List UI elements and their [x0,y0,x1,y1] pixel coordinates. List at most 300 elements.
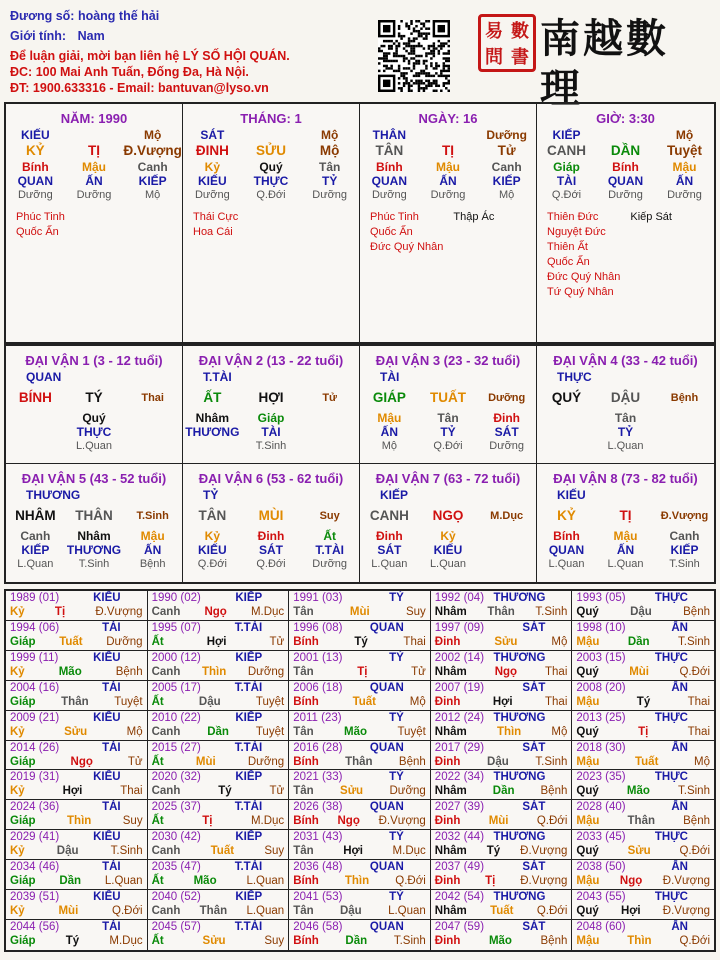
year-pillar-row [572,784,714,798]
dai-van-hidden-ten-god: QUAN [548,543,585,557]
year-label: 2009 (21) [10,711,60,724]
year-ten-god: KIẾU [93,711,121,724]
dai-van-hidden: Quý [82,411,106,425]
year-stage: Suy [264,935,285,948]
dai-van-hidden-row [537,411,714,425]
year-head-row [6,800,147,814]
year-label: 2016 (28) [293,741,343,754]
year-stem: Kỷ [10,785,25,798]
year-branch: Tuất [490,905,514,918]
year-label: 2043 (55) [576,891,626,904]
year-branch: Dần [345,935,368,948]
year-head-row [148,711,289,725]
year-label: 2006 (18) [293,681,343,694]
year-branch: Ngọ [204,606,227,618]
year-ten-god: SÁT [522,741,546,754]
dai-van-hidden: Giáp [257,411,285,425]
pillar-stem-branch: DẦN [610,143,641,158]
contact-note: Để luận giải, mời bạn liên hệ LÝ SỐ HỘI QUÁN. [10,49,290,63]
dai-van-hidden-stage: Dưỡng [489,440,525,452]
year-ten-god: SÁT [522,861,546,874]
dai-van-pillar-row [6,389,182,407]
year-ten-god: THƯƠNG [493,771,546,784]
year-stem: Tân [293,785,314,798]
year-pillar-row [148,874,289,888]
star-item: Thái Cực [193,211,239,223]
year-branch: Sửu [627,845,651,858]
year-stem: Bính [293,635,319,648]
year-stem: Bính [293,875,319,888]
year-stem: Quý [576,845,599,858]
year-stage: Q.Đới [536,905,568,918]
year-stage: Bệnh [683,815,710,828]
year-pillar-row [431,814,572,828]
year-stage: L.Quan [104,875,143,888]
dai-van-ten-god: KIẾU [557,488,586,502]
year-stage: Bệnh [398,755,426,768]
year-stage: Tuyệt [114,695,143,708]
dai-van-table [4,344,716,584]
owner-value: hoàng thế hải [77,9,160,23]
dai-van-title: ĐẠI VẬN 8 (73 - 82 tuổi) [553,471,698,486]
year-cell [572,860,714,890]
year-ten-god: TÀI [102,741,121,754]
dai-van-hidden-ten-god: SÁT [258,543,283,557]
pillar-ten-god: KIẾP [552,128,581,142]
year-branch: Mão [488,935,512,948]
year-stage: Thai [403,635,426,648]
year-label: 2042 (54) [434,891,485,904]
year-head-row [572,651,714,665]
growth-stage: Mộ [145,189,161,201]
year-head-row [6,860,147,874]
year-ten-god: KIẾP [235,771,263,784]
year-pillar-row [6,665,147,679]
dai-van-hidden-stage [537,439,596,453]
dai-van-stage: Bệnh [670,392,699,404]
year-cell [148,741,290,771]
year-branch: Mùi [58,905,79,918]
year-cell [6,830,148,860]
dai-van-hidden-stage-row [183,439,359,453]
year-ten-god: ẤN [671,801,688,814]
year-stem: Bính [293,695,319,708]
year-stem: Tân [293,905,314,918]
year-ten-god: TÀI [102,801,121,814]
year-pillar-row [148,755,289,769]
year-stem: Ất [151,935,164,948]
year-stem: Nhâm [434,665,467,678]
dai-van-hidden-ten-god: ẤN [380,425,398,439]
year-stage: T.Sinh [110,845,143,858]
year-stage: Tử [127,755,143,768]
year-branch: Mão [344,725,368,738]
hidden-ten-god: KIẾP [492,174,521,188]
year-label: 2004 (16) [10,681,60,694]
year-stage: Thai [120,785,143,798]
growth-stage: Dưỡng [371,189,407,201]
hidden-stem: Bính [612,160,639,174]
year-head-row [148,830,289,844]
year-branch: Sửu [64,725,88,738]
dai-van-hidden: Mậu [377,411,402,425]
year-stem: Nhâm [434,725,467,738]
year-head-row [148,770,289,784]
year-head-row [289,860,430,874]
stars-right [620,210,672,300]
year-ten-god: THƯƠNG [493,651,546,664]
year-pillar-row [431,725,572,739]
dai-van-hidden [477,529,536,543]
dai-van-hidden-ten-god: ẤN [143,543,162,557]
dai-van-hidden-stage [183,439,242,453]
star-item: Thập Ác [453,211,495,223]
dai-van-stage: Suy [319,510,340,522]
year-head-row [289,651,430,665]
year-label: 2023 (35) [576,771,626,784]
year-stem: Nhâm [434,785,467,798]
dai-van-hidden: Canh [669,529,700,543]
dai-van-hidden-ten-god-row [6,543,182,557]
hidden-stem: Mậu [435,160,460,174]
year-ten-god: KIẾU [93,831,121,844]
year-cell [289,591,431,621]
pillar-title: THÁNG: 1 [240,111,302,126]
year-stem: Mậu [576,635,600,648]
year-head-row [572,621,714,635]
year-branch: Ngọ [70,755,93,768]
year-cell [431,711,573,741]
year-cell [431,830,573,860]
year-label: 1996 (08) [293,621,343,634]
dai-van-ten-god: QUAN [26,370,62,384]
year-branch: Mão [58,665,82,678]
year-pillar-row [289,904,430,918]
dai-van-title: ĐẠI VẬN 5 (43 - 52 tuổi) [21,471,167,486]
dai-van-hidden: Nhâm [195,411,229,425]
year-pillar-row [431,874,572,888]
year-head-row [6,681,147,695]
dai-van-branch: HỢI [258,390,284,405]
year-stem: Bính [293,935,319,948]
dai-van-stem: CANH [369,508,409,523]
dai-van-branch: TÝ [85,390,103,405]
year-ten-god: TỶ [389,891,404,904]
year-ten-god: TÀI [102,861,121,874]
year-stem: Đinh [434,815,461,828]
year-ten-god: THƯƠNG [493,891,546,904]
dai-van-pillar-row [537,389,714,407]
year-branch: Mùi [349,606,370,618]
year-ten-god: KIẾP [235,891,263,904]
pillar-ten-god [242,128,301,142]
year-stage: Đ.Vượng [662,905,710,918]
year-stage: Q.Đới [679,935,710,948]
hidden-ten-god: QUAN [371,174,407,188]
year-branch: Thìn [496,725,522,738]
year-cell [431,741,573,771]
year-stage: L.Quan [246,875,285,888]
dai-van-hidden [655,411,714,425]
dai-van-cell [360,464,537,582]
growth-stage: Dưỡng [76,189,112,201]
year-stem: Nhâm [434,606,467,618]
pillar-ten-god: THÂN [372,128,406,142]
dai-van-hidden-ten-god: THƯƠNG [66,543,122,557]
dai-van-hidden-row [360,411,536,425]
year-label: 2019 (31) [10,771,60,784]
annual-luck-table [4,589,716,952]
dai-van-stem: ẤT [203,390,222,405]
year-stage: Mộ [551,635,568,648]
year-label: 2017 (29) [434,741,485,754]
dai-van-hidden-ten-god: KIẾP [670,543,699,557]
year-branch: Thân [61,695,89,708]
year-pillar-row [572,605,714,619]
pillar-cell [537,104,714,342]
year-stage: Q.Đới [679,665,710,678]
dai-van-hidden: Tân [614,411,637,425]
year-branch: Thìn [67,815,92,828]
year-stem: Kỷ [10,845,25,858]
year-pillar-row [6,844,147,858]
year-stage: Tuyệt [397,725,426,738]
hidden-ten-god-row [6,174,182,188]
year-cell [572,651,714,681]
year-stage: T.Sinh [393,935,426,948]
year-branch: Dậu [198,695,221,708]
year-branch: Mão [626,785,650,798]
pillar-cell [360,104,537,342]
year-cell [289,860,431,890]
year-ten-god: SÁT [522,801,546,814]
year-head-row [431,860,572,874]
year-label: 2046 (58) [293,921,343,934]
hidden-ten-god: QUAN [607,174,644,188]
year-branch: Tị [54,606,66,618]
year-stem: Kỷ [10,665,25,678]
year-ten-god: SÁT [522,681,546,694]
star-item: Tứ Quý Nhân [547,286,614,298]
year-ten-god: T.TÀI [234,621,263,634]
year-branch: Mùi [195,755,216,768]
year-stem: Quý [576,665,599,678]
dai-van-pillar-row [537,507,714,525]
hidden-stem-row [6,160,182,174]
year-cell [148,920,290,950]
year-stage: Tuyệt [255,695,285,708]
year-ten-god: THƯƠNG [493,831,546,844]
stars-area [537,210,714,300]
dai-van-hidden-ten-god-row [183,543,359,557]
year-cell [6,591,148,621]
year-branch: Thìn [344,875,370,888]
pillar-stem-branch: SỬU [256,143,286,158]
dai-van-hidden-ten-god: THỰC [76,425,112,439]
year-label: 1995 (07) [151,621,201,634]
dai-van-ten-god: THỰC [557,370,592,384]
year-stage: Thai [687,695,710,708]
year-branch: Sửu [202,935,226,948]
year-cell [148,591,290,621]
year-pillar-row [572,725,714,739]
dai-van-pillar-row [183,389,359,407]
growth-stage-row [6,188,182,202]
pillar-stem-branch-row [537,142,714,160]
year-head-row [431,681,572,695]
year-stem: Giáp [10,695,36,708]
year-pillar-row [6,814,147,828]
year-label: 2033 (45) [576,831,626,844]
hidden-stem: Mậu [672,160,697,174]
dai-van-hidden [6,411,65,425]
year-label: 2030 (42) [151,831,201,844]
stars-area [6,210,182,240]
year-branch: Tị [202,815,213,828]
year-head-row [6,920,147,934]
stars-left [537,210,620,300]
pillar-stem-branch: TỊ [441,143,454,158]
year-stage: Đ.Vượng [662,875,710,888]
star-item: Kiếp Sát [630,211,672,223]
dai-van-branch: MÙI [258,508,284,523]
year-label: 2022 (34) [434,771,485,784]
pillar-stem-branch: TÂN [375,143,404,158]
year-branch: Thìn [627,935,652,948]
year-pillar-row [431,844,572,858]
pillar-stem-branch: Tử [497,143,516,158]
year-cell [431,681,573,711]
dai-van-hidden: Đinh [257,529,285,543]
year-head-row [431,711,572,725]
dai-van-hidden-ten-god: TỶ [440,425,456,439]
dai-van-pillar-row [6,507,182,525]
year-head-row [6,651,147,665]
year-branch: Tị [485,875,496,888]
seal-char: 數 [511,21,529,42]
dai-van-hidden-stage: L.Quan [429,558,467,570]
year-stage: T.Sinh [535,606,568,618]
dai-van-pillar-row [360,389,536,407]
dai-van-cell [6,346,183,464]
year-cell [6,681,148,711]
year-pillar-row [6,755,147,769]
year-head-row [148,591,289,605]
year-label: 2012 (24) [434,711,485,724]
dai-van-hidden-stage: Dưỡng [312,558,348,570]
year-label: 2047 (59) [434,921,485,934]
year-label: 2005 (17) [151,681,201,694]
year-label: 2027 (39) [434,801,485,814]
stars-area [183,210,359,240]
dai-van-ten-god: THƯƠNG [26,488,81,502]
dai-van-hidden-ten-god: SÁT [377,543,402,557]
dai-van-hidden-stage [477,557,536,571]
dai-van-hidden-stage: Bệnh [139,558,166,570]
hidden-ten-god-row [537,174,714,188]
year-stem: Đinh [434,695,461,708]
owner-line [10,8,159,24]
year-stem: Kỷ [10,905,25,918]
star-item: Quốc Ấn [16,226,59,238]
dai-van-hidden-ten-god [300,425,359,439]
year-branch: Dậu [56,845,79,858]
dai-van-hidden-stage-row [360,557,536,571]
growth-stage: Dưỡng [17,189,53,201]
year-cell [6,860,148,890]
year-cell [148,800,290,830]
dai-van-title: ĐẠI VẬN 4 (33 - 42 tuổi) [553,353,698,368]
year-stage: Q.Đới [112,905,143,918]
year-stem: Bính [293,815,319,828]
year-stage: Suy [122,815,143,828]
dai-van-title: ĐẠI VẬN 1 (3 - 12 tuổi) [25,353,163,368]
year-label: 2039 (51) [10,891,60,904]
dai-van-hidden-ten-god: TỶ [617,425,634,439]
dai-van-stem: QUÝ [551,390,582,405]
year-stem: Đinh [434,875,461,888]
year-cell [572,830,714,860]
pillar-title: GIỜ: 3:30 [596,111,655,126]
year-stem: Mậu [576,755,600,768]
hidden-stem: Canh [137,160,168,174]
year-stem: Tân [293,606,314,618]
year-label: 1998 (10) [576,621,626,634]
year-stem: Canh [151,845,181,858]
year-ten-god: T.TÀI [234,861,263,874]
year-cell [289,681,431,711]
year-branch: Tuất [210,845,235,858]
star-item: Quốc Ấn [547,256,590,268]
year-stage: Mộ [694,755,710,768]
pillar-stem-branch: TỊ [87,143,100,158]
year-stage: Thai [545,695,568,708]
year-stem: Ất [151,635,164,648]
dai-van-hidden-ten-god: THƯƠNG [185,425,240,439]
qr-code-icon[interactable] [378,20,450,92]
year-branch: Hợi [206,635,227,648]
year-stage: Q.Đới [536,815,568,828]
dai-van-hidden-row [6,529,182,543]
year-stage: L.Quan [388,905,426,918]
year-ten-god: TÀI [102,621,121,634]
year-label: 2014 (26) [10,741,60,754]
year-stage: Dưỡng [247,665,285,678]
year-head-row [148,860,289,874]
year-stage: Đ.Vượng [520,875,568,888]
growth-stage: Q.Đới [551,189,582,201]
year-head-row [148,741,289,755]
year-branch: Thân [199,905,228,918]
year-pillar-row [148,934,289,948]
year-cell [431,621,573,651]
pillar-ten-god-row [183,128,359,142]
year-cell [572,800,714,830]
year-pillar-row [148,784,289,798]
year-stem: Nhâm [434,905,467,918]
year-stem: Canh [151,665,181,678]
year-ten-god: SÁT [522,921,546,934]
year-ten-god: QUAN [369,741,404,754]
dai-van-hidden-ten-god-row [183,425,359,439]
year-pillar-row [431,605,572,619]
year-ten-god: THƯƠNG [493,711,546,724]
growth-stage-row [360,188,536,202]
year-label: 2036 (48) [293,861,343,874]
pillar-stem-branch: Mộ [319,143,340,158]
seal-char: 問 [485,47,503,68]
dai-van-hidden [537,411,596,425]
